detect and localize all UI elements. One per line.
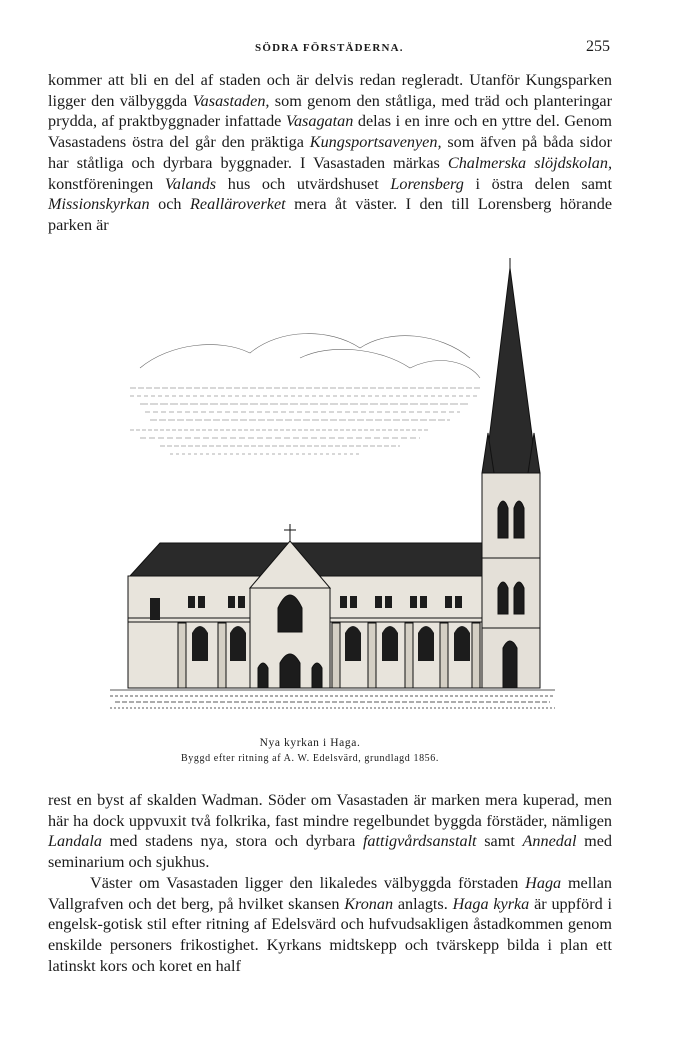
italic-text: Vasastaden,	[192, 91, 270, 110]
paragraph	[48, 873, 612, 977]
italic-text: Vasagatan	[285, 112, 354, 131]
italic-text: Realläroverket	[190, 195, 286, 214]
italic-text: Annedal	[522, 832, 577, 851]
page-header	[50, 38, 610, 60]
italic-text: Chalmerska slöjdskolan,	[447, 153, 612, 172]
sky-clouds	[130, 334, 480, 454]
text-run: i östra delen samt	[463, 174, 612, 193]
paragraph	[48, 70, 612, 236]
italic-text: Kungsportsavenyen,	[309, 133, 442, 152]
figure-caption-subtitle: Byggd efter ritning af A. W. Edelsvärd, grundlagd 1856.	[181, 753, 439, 764]
italic-text: Landala	[48, 832, 102, 851]
text-run: hus och utvärdshuset	[216, 174, 391, 193]
italic-text: Missionskyrkan	[48, 195, 150, 214]
bottom-paragraphs	[48, 790, 612, 976]
running-title: SÖDRA FÖRSTÄDERNA.	[255, 42, 404, 54]
figure-caption-title: Nya kyrkan i Haga.	[259, 737, 361, 749]
text-run: konstföreningen	[48, 174, 165, 193]
ground	[110, 690, 555, 708]
page-number: 255	[586, 38, 610, 55]
italic-text: Lorensberg	[390, 174, 464, 193]
text-run: som äfven på båda sidor har ståtliga och dyrbara byggnader. I Vasastaden märkas	[48, 133, 612, 172]
text-run: som genom den ståtliga, med träd och planteringar prydda, af praktbyggnader infattade	[48, 91, 612, 131]
italic-text: Kronan	[344, 894, 394, 913]
text-run: med stadens nya, stora och dyrbara	[101, 832, 363, 851]
paragraph	[48, 790, 612, 873]
italic-text: Valands	[164, 174, 217, 193]
text-run: kommer att bli en del af staden och är delvis redan regleradt. Utanför Kungsparken ligger den välbyggda	[48, 71, 612, 110]
italic-text: Haga kyrka	[452, 894, 530, 913]
text-run: anlagts.	[393, 894, 453, 913]
church-engraving	[100, 258, 570, 728]
text-run: mera åt väster. I den till Lorensberg hörande parken är	[48, 195, 612, 234]
italic-text: fattigvårdsanstalt	[362, 832, 477, 851]
text-run: rest en byst af skalden Wadman. Söder om Vasastaden är marken mera kuperad, men här ha dock uppvuxit två folkrika, fast mindre regelbundet byggda förstäder, nämligen	[48, 791, 612, 830]
italic-text: Haga	[525, 873, 562, 892]
text-run: och	[149, 195, 191, 214]
text-run: samt	[476, 832, 523, 851]
tower	[482, 258, 540, 688]
text-run: med seminarium och sjukhus.	[48, 832, 612, 872]
text-run: delas i en inre och en yttre del. Genom Vasastadens östra del går den präktiga	[48, 112, 613, 152]
text-run: är uppförd i engelsk-gotisk stil efter ritning af Edelsvärd och hufvudsakligen åstadkommen genom enskilde personers frikostighet. Kyrkans midtskepp och tvärskepp bilda i plan ett latinskt kors och koret en half	[48, 894, 612, 975]
text-run: Väster om Vasastaden ligger den likaledes välbyggda förstaden	[90, 873, 526, 892]
top-paragraphs	[48, 70, 612, 236]
text-run: mellan Vallgrafven och det berg, på hvilket skansen	[48, 873, 612, 913]
